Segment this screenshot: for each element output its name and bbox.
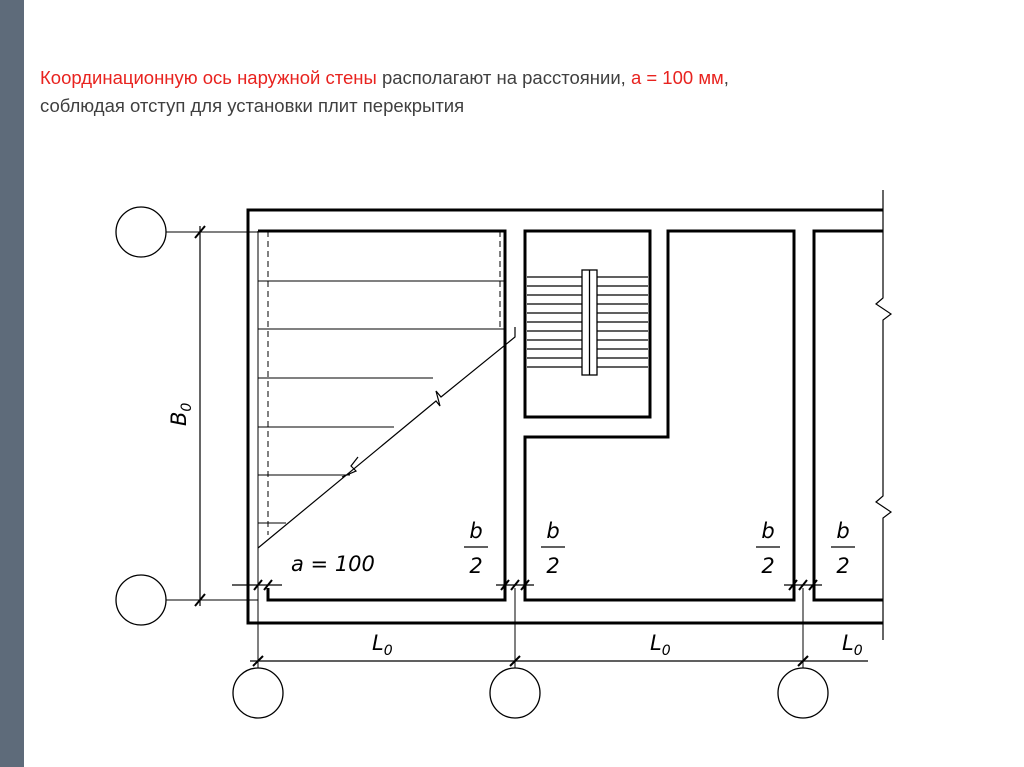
label-a-100: a = 100 [291, 552, 375, 576]
fraction-b2-2 [541, 519, 565, 578]
axis-bubble-top-left [116, 207, 166, 257]
svg-text:b: b [546, 519, 560, 543]
svg-text:b: b [469, 519, 483, 543]
axis-bubble-bottom-1 [233, 668, 283, 718]
heading-red-phrase: Координационную ось наружной стены [40, 67, 377, 88]
label-l0-2: $L_0$ [650, 631, 671, 659]
dimension-l0 [250, 656, 868, 666]
heading-line2: соблюдая отступ для установки плит перекрытия [40, 95, 465, 116]
fraction-b2-1 [464, 519, 488, 578]
dimension-b0 [195, 226, 205, 606]
svg-text:2: 2 [546, 554, 560, 578]
svg-text:2: 2 [836, 554, 850, 578]
fraction-b2-3 [756, 519, 780, 578]
svg-text:b: b [836, 519, 850, 543]
axis-bubble-bottom-2 [490, 668, 540, 718]
slab-layout [258, 231, 515, 548]
axis-bubble-bottom-left [116, 575, 166, 625]
room-1-contour [258, 231, 505, 600]
label-l0-1: $L_0$ [372, 631, 393, 659]
room-3-contour [814, 231, 883, 600]
stair-box [525, 231, 650, 417]
svg-text:2: 2 [469, 554, 483, 578]
heading-text: располагают на расстоянии, [376, 67, 631, 88]
svg-text:b: b [761, 519, 775, 543]
heading-red-value: а = 100 мм [630, 67, 724, 88]
label-b0: $B_0$ [167, 402, 195, 426]
break-line-right [876, 190, 891, 640]
label-l0-3: $L_0$ [842, 631, 863, 659]
svg-text:2: 2 [761, 554, 775, 578]
fraction-b2-4 [831, 519, 855, 578]
axis-bubble-bottom-3 [778, 668, 828, 718]
small-dimensions [232, 580, 822, 590]
stair-flights [527, 270, 648, 375]
heading-comma: , [723, 67, 729, 88]
